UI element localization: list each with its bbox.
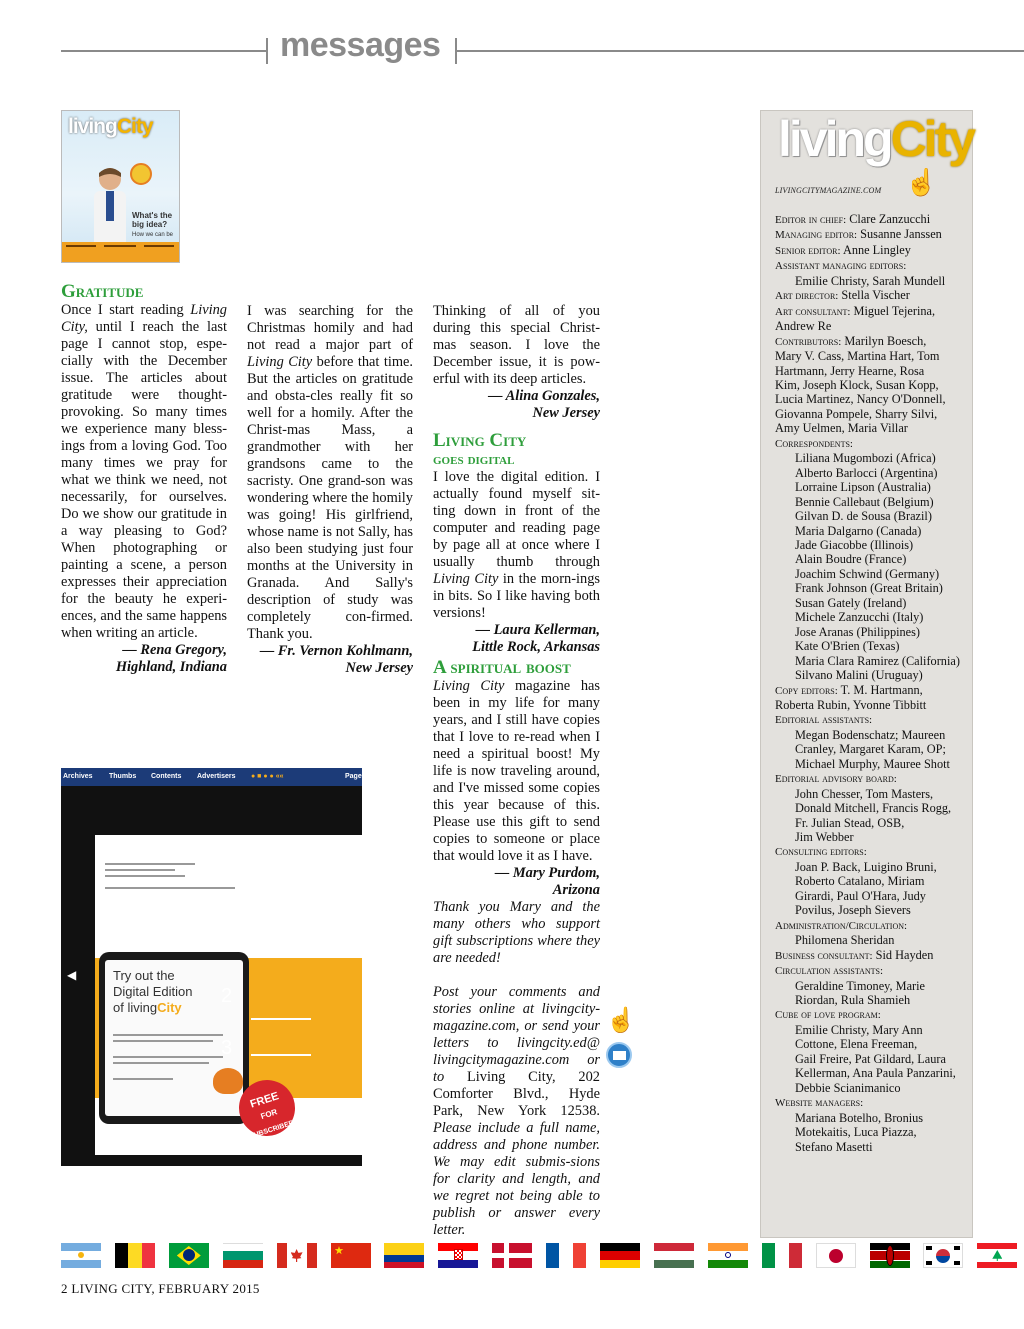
role-label: Editor in chief: — [775, 214, 847, 226]
toolbar-archives[interactable]: Archives — [63, 773, 93, 780]
tablet-text-line — [113, 1062, 209, 1064]
staff-names: Joachim Schwind (Germany) — [795, 566, 940, 581]
flag-argentina-icon — [61, 1243, 101, 1268]
staff-names: Roberto Catalano, Miriam — [795, 874, 925, 889]
header-rule-left — [61, 50, 266, 52]
flag-brazil-icon — [169, 1243, 209, 1268]
heading-spiritual-boost: A spiritual boost — [433, 657, 571, 678]
header-rule-right — [457, 50, 1024, 52]
cover-logo: livingCity — [68, 115, 153, 138]
staff-names: Megan Bodenschatz; Maureen — [795, 727, 946, 742]
staff-role — [775, 771, 973, 786]
staff-names: Michele Zanzucchi (Italy) — [795, 610, 924, 625]
role-label: Art consultant: — [775, 305, 851, 318]
page-text-line — [251, 1018, 311, 1020]
page-text-line — [105, 887, 235, 889]
toolbar-page[interactable]: Page — [345, 773, 362, 780]
staff-names: Michael Murphy, Mauree Shott — [795, 756, 950, 771]
role-label: Assistant managing editors: — [775, 260, 907, 273]
staff-names: Mariana Botelho, Bronius — [795, 1110, 924, 1125]
staff-names: Frank Johnson (Great Britain) — [795, 581, 943, 596]
staff-names: Jim Webber — [795, 830, 854, 845]
flag-colombia-icon — [384, 1243, 424, 1268]
letter-column-1 — [61, 282, 227, 676]
staff-role — [775, 258, 973, 273]
signature-place: Little Rock, Arkansas — [472, 639, 600, 655]
flag-hungary-icon — [654, 1243, 694, 1268]
staff-names: Hartmann, Jerry Hearne, Rosa — [775, 363, 925, 378]
signature-name: — Alina Gonzales, — [488, 388, 600, 404]
staff-role — [775, 304, 973, 319]
flag-kenya-icon — [870, 1243, 910, 1268]
role-names: Sid Hayden — [872, 947, 934, 962]
staff-names: Stefano Masetti — [795, 1139, 873, 1154]
staff-names: Kim, Joseph Klock, Susan Kopp, — [775, 377, 939, 392]
staff-names: Alberto Barlocci (Argentina) — [795, 465, 938, 480]
role-label: Art director: — [775, 290, 839, 303]
toolbar-contents[interactable]: Contents — [151, 773, 182, 780]
flag-korea-icon — [923, 1243, 963, 1268]
signature-name: — Fr. Vernon Kohlmann, — [259, 643, 413, 659]
staff-names: Roberta Rubin, Yvonne Tibbitt — [775, 697, 927, 712]
staff-names: Jose Aranas (Philippines) — [795, 624, 921, 639]
staff-names: Emilie Christy, Mary Ann — [795, 1022, 923, 1037]
staff-role — [775, 334, 973, 349]
email-icon[interactable] — [606, 1042, 632, 1068]
role-label: Senior editor: — [775, 244, 841, 257]
editor-reply: Thank you Mary and the many others who support gift subscriptions where they are needed! — [433, 899, 600, 966]
staff-role — [775, 918, 973, 933]
staff-names: Bennie Callebaut (Belgium) — [795, 494, 934, 509]
staff-names: Cranley, Margaret Karam, OP; — [795, 742, 946, 757]
submission-info: Post your comments and stories online at livingcity-magazine.com, or send your letters to livingcity.ed@ livingcitymagazine.com or to Living City, 202 Comforter Blvd., Hyde Park, New York 12538. Please include a full name, address and phone number. We may edit submis-sions for clarity and length, and we regret not being able to publish or answer every letter. — [433, 984, 600, 1238]
staff-names: Gail Freire, Pat Gildard, Laura — [795, 1051, 946, 1066]
cover-bottom-strip — [62, 242, 179, 262]
flag-croatia-icon — [438, 1243, 478, 1268]
staff-names: Povilus, Joseph Sievers — [795, 903, 911, 918]
role-label: Consulting editors: — [775, 846, 867, 859]
role-names: Miguel Tejerina, — [850, 303, 936, 318]
staff-names: Riordan, Rula Shamieh — [795, 993, 911, 1008]
staff-role — [775, 963, 973, 978]
flag-china-icon — [331, 1243, 371, 1268]
page-text-line — [105, 869, 175, 871]
role-label: Business consultant: — [775, 949, 873, 962]
page-text-line — [251, 1054, 311, 1056]
letter-homily: I was searching for the Christmas homily and had not read a major part of Living City before that time. But the articles on gratitude and obsta-cles really fit so well for a homily. After the Christ-mas Mass, a grandmother with her grandsons came to the sacristy. One grand-son was wondering where the homily was going! His girlfriend, whose name is not Sally, has also been studying just four months at the University in Granada. And Sally's description of study was completely con-firmed. Thank you. — [247, 303, 414, 642]
staff-role — [775, 212, 973, 227]
staff-role — [775, 436, 973, 451]
role-label: Correspondents: — [775, 437, 853, 450]
try-digital-edition: Try out the Digital Edition of livingCity — [113, 968, 193, 1015]
flag-bulgaria-icon — [223, 1243, 263, 1268]
flag-germany-icon — [600, 1243, 640, 1268]
staff-names: Kellerman, Ana Paula Panzarini, — [795, 1066, 956, 1081]
flag-lebanon-icon — [977, 1243, 1017, 1268]
letter-column-3 — [433, 303, 600, 1239]
heading-gratitude: Gratitude — [61, 281, 144, 302]
tablet-text-line — [113, 1078, 173, 1080]
staff-names: Cottone, Elena Freeman, — [795, 1037, 918, 1052]
masthead-staff-list — [775, 212, 973, 1154]
staff-role — [775, 288, 973, 303]
tablet-text-line — [113, 1034, 223, 1036]
role-label: Circulation assistants: — [775, 965, 884, 978]
staff-names: John Chesser, Tom Masters, — [795, 786, 934, 801]
signature-place: New Jersey — [532, 405, 600, 421]
staff-names: Girardi, Paul O'Hara, Judy — [795, 888, 926, 903]
role-names: Susanne Janssen — [857, 227, 942, 242]
signature-place: New Jersey — [345, 660, 413, 676]
signature-place: Highland, Indiana — [115, 659, 227, 675]
lightbulb-icon — [130, 163, 152, 185]
staff-names: Motekaitis, Luca Piazza, — [795, 1125, 917, 1140]
role-label: Editorial assistants: — [775, 714, 873, 727]
cover-tagline: What's the big idea? How we can be — [132, 211, 174, 238]
tablet-text-line — [113, 1056, 223, 1058]
flag-canada-icon — [277, 1243, 317, 1268]
pointer-hand-icon[interactable]: ☝ — [905, 168, 938, 197]
flag-italy-icon — [762, 1243, 802, 1268]
staff-names: Maria Clara Ramirez (California) — [795, 653, 960, 668]
signature-name: — Laura Kellerman, — [475, 622, 600, 638]
letter-column-2 — [247, 303, 413, 677]
staff-role — [775, 1095, 973, 1110]
staff-names: Emilie Christy, Sarah Mundell — [795, 273, 946, 288]
role-label: Cube of love program: — [775, 1009, 881, 1022]
staff-names: Silvano Malini (Uruguay) — [795, 668, 923, 683]
toolbar-thumbs[interactable]: Thumbs — [109, 773, 137, 780]
toolbar-advertisers[interactable]: Advertisers — [197, 773, 236, 780]
flag-france-icon — [546, 1243, 586, 1268]
staff-role — [775, 948, 973, 963]
page-text-line — [105, 863, 195, 865]
pointer-hand-icon[interactable]: ☝ — [606, 1008, 636, 1034]
masthead-logo: livingCity — [778, 111, 974, 167]
staff-names: Geraldine Timoney, Marie — [795, 978, 926, 993]
role-names: Marilyn Boesch, — [841, 333, 927, 348]
staff-names: Alain Boudre (France) — [795, 552, 907, 567]
role-names: Clare Zanzucchi — [846, 212, 931, 226]
toolbar-icons[interactable]: ● ■ ● ● «« — [251, 773, 284, 780]
staff-role — [775, 243, 973, 258]
page-text-line — [105, 875, 185, 877]
role-label: Contributors: — [775, 335, 842, 348]
staff-role — [775, 683, 973, 698]
staff-names: Giovanna Pompele, Sharry Silvi, — [775, 406, 938, 421]
staff-names: Liliana Mugombozi (Africa) — [795, 451, 936, 466]
heading-living-city: Living City — [433, 430, 527, 451]
letter-gratitude: Once I start reading Living City, until I reach the last page I cannot stop, espe-cially with the December issue. The articles about gratitude were thought-provoking. So many times we experience many bless-ings from a loving God. Too many times we pray for what we think we need, not necessarily, for ourselves. Do we show our gratitude in a way pleasing to God? When photographing or painting a scene, a person expresses their appreciation for the beauty he experi-ences, and the same happens when writing an article. — [61, 302, 227, 641]
free-for-subscribers-badge: FREE FOR SUBSCRIBERS — [232, 1073, 303, 1144]
section-title: messages — [280, 26, 441, 64]
digital-edition-screenshot[interactable] — [61, 768, 362, 1166]
heading-goes-digital: goes digital — [433, 451, 515, 468]
tablet-text-line — [113, 1040, 213, 1042]
flag-denmark-icon — [492, 1243, 532, 1268]
staff-names: Gilvan D. de Sousa (Brazil) — [795, 509, 932, 524]
role-names: T. M. Hartmann, — [837, 682, 923, 697]
staff-names: Susan Gately (Ireland) — [795, 595, 907, 610]
role-label: Website managers: — [775, 1097, 864, 1110]
signature-name: — Rena Gregory, — [122, 642, 227, 658]
masthead-url[interactable]: LIVINGCITYMAGAZINE.COM — [775, 186, 882, 195]
staff-names: Andrew Re — [775, 319, 832, 334]
staff-role — [775, 712, 973, 727]
staff-names: Philomena Sheridan — [795, 933, 895, 948]
letter-spiritual: Living City magazine has been in my life for many years, and I still have copies that I love to re-read when I need a spiritual boost! My life is now traveling around, and I've missed some copies this year because of this. Please use this gift to send copies to someone or place that would love it as I have. — [433, 678, 600, 864]
staff-names: Jade Giacobbe (Illinois) — [795, 537, 914, 552]
role-label: Administration/Circulation: — [775, 919, 908, 932]
staff-names: Debbie Scianimanico — [795, 1080, 901, 1095]
flag-india-icon — [708, 1243, 748, 1268]
staff-names: Mary V. Cass, Martina Hart, Tom — [775, 349, 940, 364]
signature-place: Arizona — [552, 882, 600, 898]
flag-belgium-icon — [115, 1243, 155, 1268]
header-tick-left — [266, 38, 268, 64]
butterfly-icon — [213, 1068, 243, 1094]
role-names: Stella Vischer — [838, 288, 910, 303]
prev-page-arrow-icon[interactable]: ◀ — [67, 968, 77, 982]
staff-names: Donald Mitchell, Francis Rogg, — [795, 801, 952, 816]
signature-name: — Mary Purdom, — [494, 865, 600, 881]
step-numbers: 1 2 3 — [221, 933, 233, 1059]
staff-names: Joan P. Back, Luigino Bruni, — [795, 859, 937, 874]
flag-japan-icon — [816, 1243, 856, 1268]
page-footer: 2 LIVING CITY, FEBRUARY 2015 — [61, 1281, 260, 1296]
staff-role — [775, 1007, 973, 1022]
letter-digital: I love the digital edition. I actually found myself sit-ting down in front of the computer and reading page by page all at once where I usually thumb through Living City in the morn-ings in bits. So I like having both versions! — [433, 469, 600, 621]
staff-names: Amy Uelmen, Maria Villar — [775, 421, 908, 436]
letter-christmas: Thinking of all of you during this special Christ-mas season. I love the December issue, it is pow-erful with its deep articles. — [433, 303, 600, 387]
staff-names: Maria Dalgarno (Canada) — [795, 523, 922, 538]
role-label: Copy editors: — [775, 684, 838, 697]
role-names: Anne Lingley — [840, 242, 911, 257]
viewer-toolbar[interactable] — [61, 768, 362, 786]
staff-role — [775, 227, 973, 242]
role-label: Editorial advisory board: — [775, 773, 897, 786]
staff-role — [775, 844, 973, 859]
staff-names: Fr. Julian Stead, OSB, — [795, 815, 905, 830]
staff-names: Lorraine Lipson (Australia) — [795, 480, 931, 495]
staff-names: Lucia Martinez, Nancy O'Donnell, — [775, 392, 946, 407]
role-label: Managing editor: — [775, 229, 858, 242]
magazine-cover[interactable] — [61, 110, 180, 263]
staff-names: Kate O'Brien (Texas) — [795, 639, 900, 654]
